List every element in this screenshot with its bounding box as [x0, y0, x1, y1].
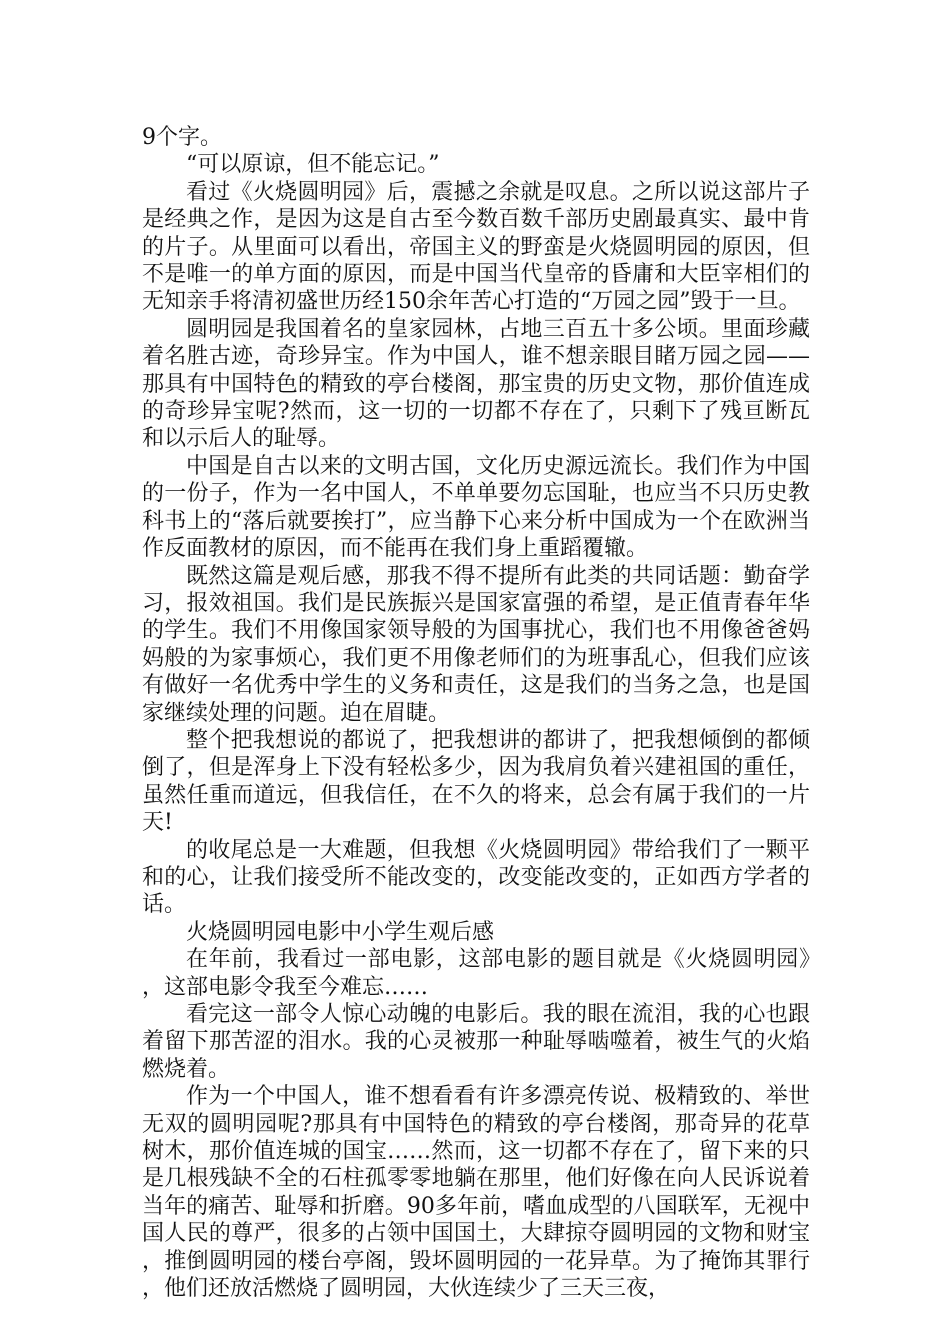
paragraph-fragment: 9个字。 [142, 125, 222, 150]
document-body [142, 124, 810, 1302]
section-title: 火烧圆明园电影中小学生观后感 [186, 919, 495, 945]
paragraph: 作为一个中国人，谁不想看看有许多漂亮传说、极精致的、举世无双的圆明园呢?那具有中国特色的精致的亭台楼阁，那奇异的花草树木，那价值连城的国宝……然而，这一切都不存在了，留下来的只是几根残缺不全的石柱孤零零地躺在那里，他们好像在向人民诉说着当年的痛苦、耻辱和折磨。90多年前，嗜血成型的八国联军，无视中国人民的尊严，很多的占领中国国土，大肆掠夺圆明园的文物和财宝，推倒圆明园的楼台亭阁，毁坏圆明园的一花异草。为了掩饰其罪行，他们还放活燃烧了圆明园，大伙连续少了三天三夜， [142, 1084, 810, 1302]
paragraph-quote: “可以原谅，但不能忘记。” [186, 152, 440, 178]
paragraph: 既然这篇是观后感，那我不得不提所有此类的共同话题：勤奋学习，报效祖国。我们是民族振兴是国家富强的希望，是正值青春年华的学生。我们不用像国家领导般的为国事扰心，我们也不用像爸爸妈妈般的为家事烦心，我们更不用像老师们的为班事乱心，但我们应该有做好一名优秀中学生的义务和责任，这是我们的当务之急，也是国家继续处理的问题。迫在眉睫。 [142, 563, 810, 726]
paragraph: 看过《火烧圆明园》后，震撼之余就是叹息。之所以说这部片子是经典之作，是因为这是自古至今数百数千部历史剧最真实、最中肯的片子。从里面可以看出，帝国主义的野蛮是火烧圆明园的原因，但不是唯一的单方面的原因，而是中国当代皇帝的昏庸和大臣宰相们的无知亲手将清初盛世历经150余年苦心打造的“万园之园”毁于一旦。 [142, 179, 810, 315]
paragraph: 的收尾总是一大难题，但我想《火烧圆明园》带给我们了一颗平和的心，让我们接受所不能改变的，改变能改变的，正如西方学者的话。 [142, 837, 810, 918]
paragraph: 圆明园是我国着名的皇家园林，占地三百五十多公顷。里面珍藏着名胜古迹，奇珍异宝。作为中国人，谁不想亲眼目睹万园之园——那具有中国特色的精致的亭台楼阁，那宝贵的历史文物，那价值连成的奇珍异宝呢?然而，这一切的一切都不存在了，只剩下了残亘断瓦和以示后人的耻辱。 [142, 316, 810, 452]
paragraph: 在年前，我看过一部电影，这部电影的题目就是《火烧圆明园》，这部电影令我至今难忘…… [142, 947, 810, 1000]
paragraph: 看完这一部令人惊心动魄的电影后。我的眼在流泪，我的心也跟着留下那苦涩的泪水。我的心灵被那一种耻辱啮噬着，被生气的火焰燃烧着。 [142, 1002, 810, 1082]
paragraph: 中国是自古以来的文明古国，文化历史源远流长。我们作为中国的一份子，作为一名中国人，不单单要勿忘国耻，也应当不只历史教科书上的“落后就要挨打”，应当静下心来分析中国成为一个在欧洲当作反面教材的原因，而不能再在我们身上重蹈覆辙。 [142, 453, 810, 562]
paragraph: 整个把我想说的都说了，把我想讲的都讲了，把我想倾倒的都倾倒了，但是浑身上下没有轻松多少，因为我肩负着兴建祖国的重任，虽然任重而道远，但我信任，在不久的将来，总会有属于我们的一片天! [142, 727, 810, 836]
